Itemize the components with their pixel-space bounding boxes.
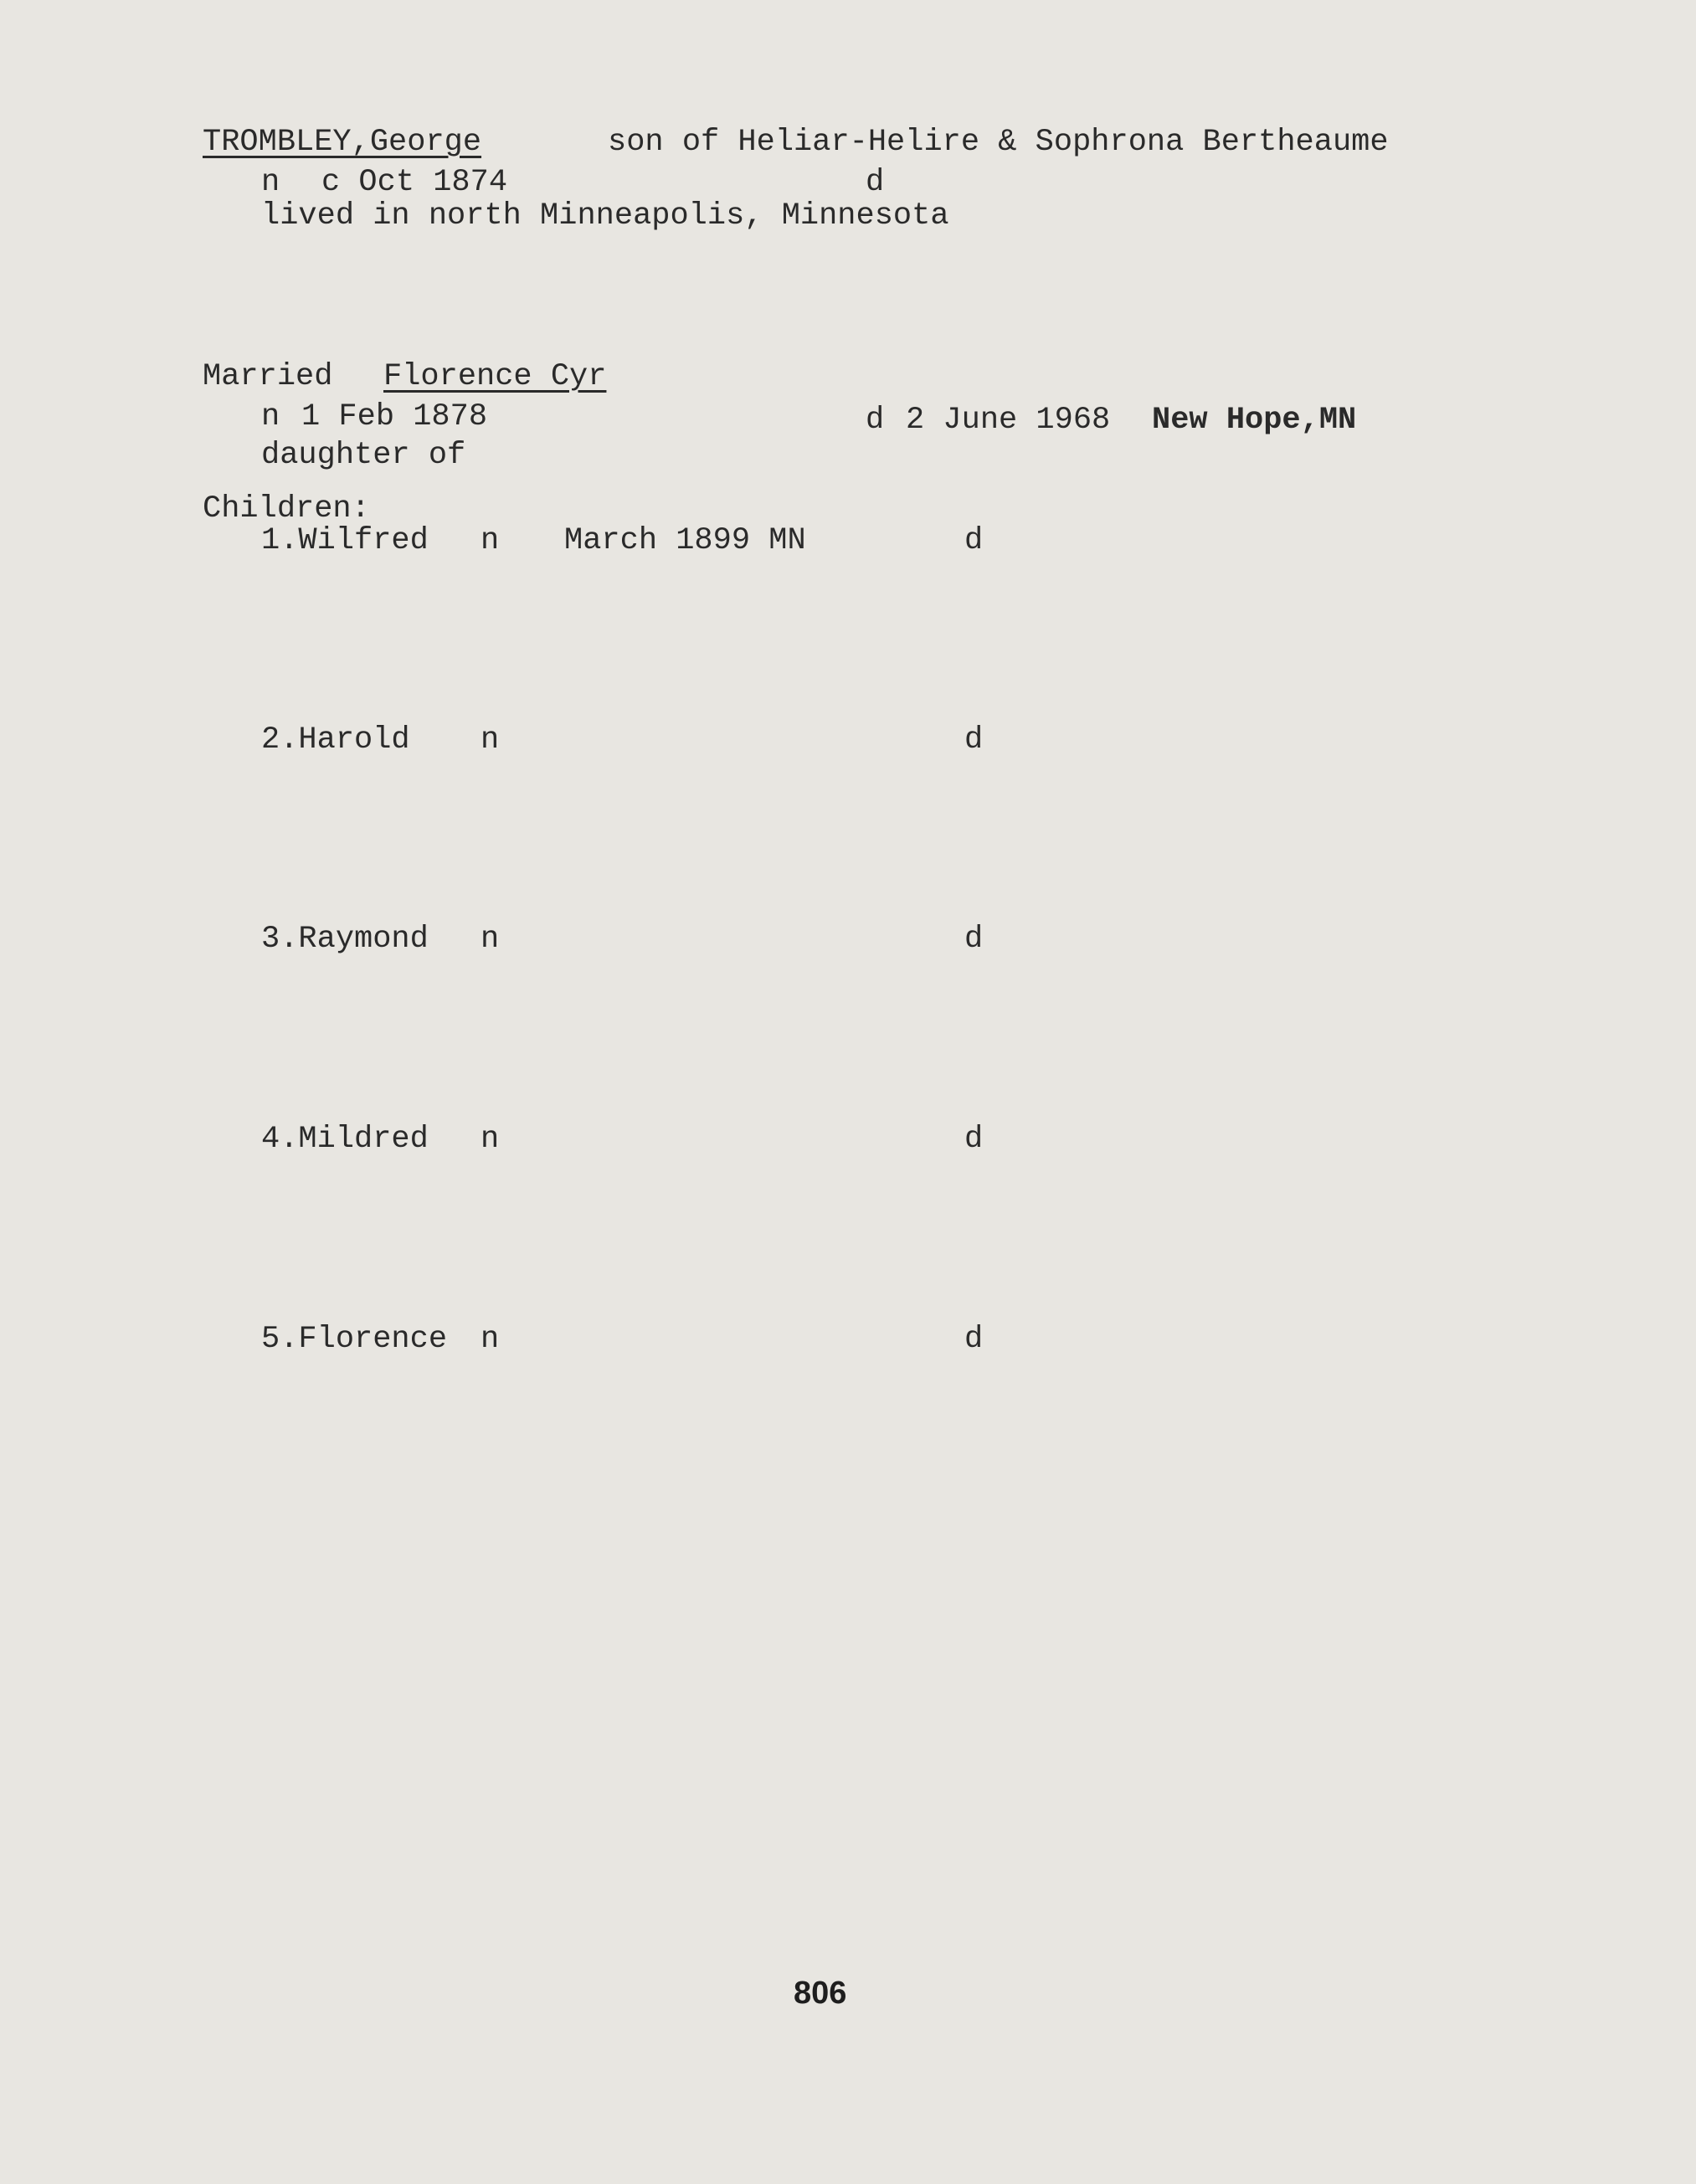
subject-birth-label: n bbox=[261, 165, 280, 200]
child-name: 1.Wilfred bbox=[261, 523, 429, 558]
spouse-birth-label: n bbox=[261, 399, 280, 434]
child-death-label: d bbox=[964, 523, 984, 558]
child-birth-label: n bbox=[481, 922, 500, 957]
child-death-label: d bbox=[964, 1322, 984, 1357]
spouse-death-label: d bbox=[866, 403, 885, 438]
child-birth-date: March 1899 MN bbox=[564, 523, 806, 558]
child-birth-label: n bbox=[481, 523, 500, 558]
spouse-name: Florence Cyr bbox=[383, 359, 607, 394]
child-death-label: d bbox=[964, 922, 984, 957]
page-number: 806 bbox=[794, 1976, 847, 2011]
child-birth-label: n bbox=[481, 722, 500, 758]
subject-residence: lived in north Minneapolis, Minnesota bbox=[261, 198, 949, 234]
child-death-label: d bbox=[964, 722, 984, 758]
child-name: 3.Raymond bbox=[261, 922, 429, 957]
child-birth-label: n bbox=[481, 1322, 500, 1357]
spouse-death-date: 2 June 1968 bbox=[906, 403, 1111, 438]
child-name: 4.Mildred bbox=[261, 1122, 429, 1157]
children-label: Children: bbox=[203, 491, 370, 527]
spouse-birth-date: 1 Feb 1878 bbox=[301, 399, 488, 434]
married-label: Married bbox=[203, 359, 333, 394]
subject-birth-date: c Oct 1874 bbox=[321, 165, 508, 200]
child-death-label: d bbox=[964, 1122, 984, 1157]
subject-name: TROMBLEY,George bbox=[203, 125, 482, 160]
child-name: 2.Harold bbox=[261, 722, 410, 758]
subject-parents: son of Heliar-Helire & Sophrona Bertheaume bbox=[608, 125, 1389, 160]
child-name: 5.Florence bbox=[261, 1322, 448, 1357]
child-birth-label: n bbox=[481, 1122, 500, 1157]
spouse-death-place: New Hope,MN bbox=[1152, 403, 1357, 438]
subject-death-label: d bbox=[866, 165, 885, 200]
spouse-parents-label: daughter of bbox=[261, 438, 466, 473]
